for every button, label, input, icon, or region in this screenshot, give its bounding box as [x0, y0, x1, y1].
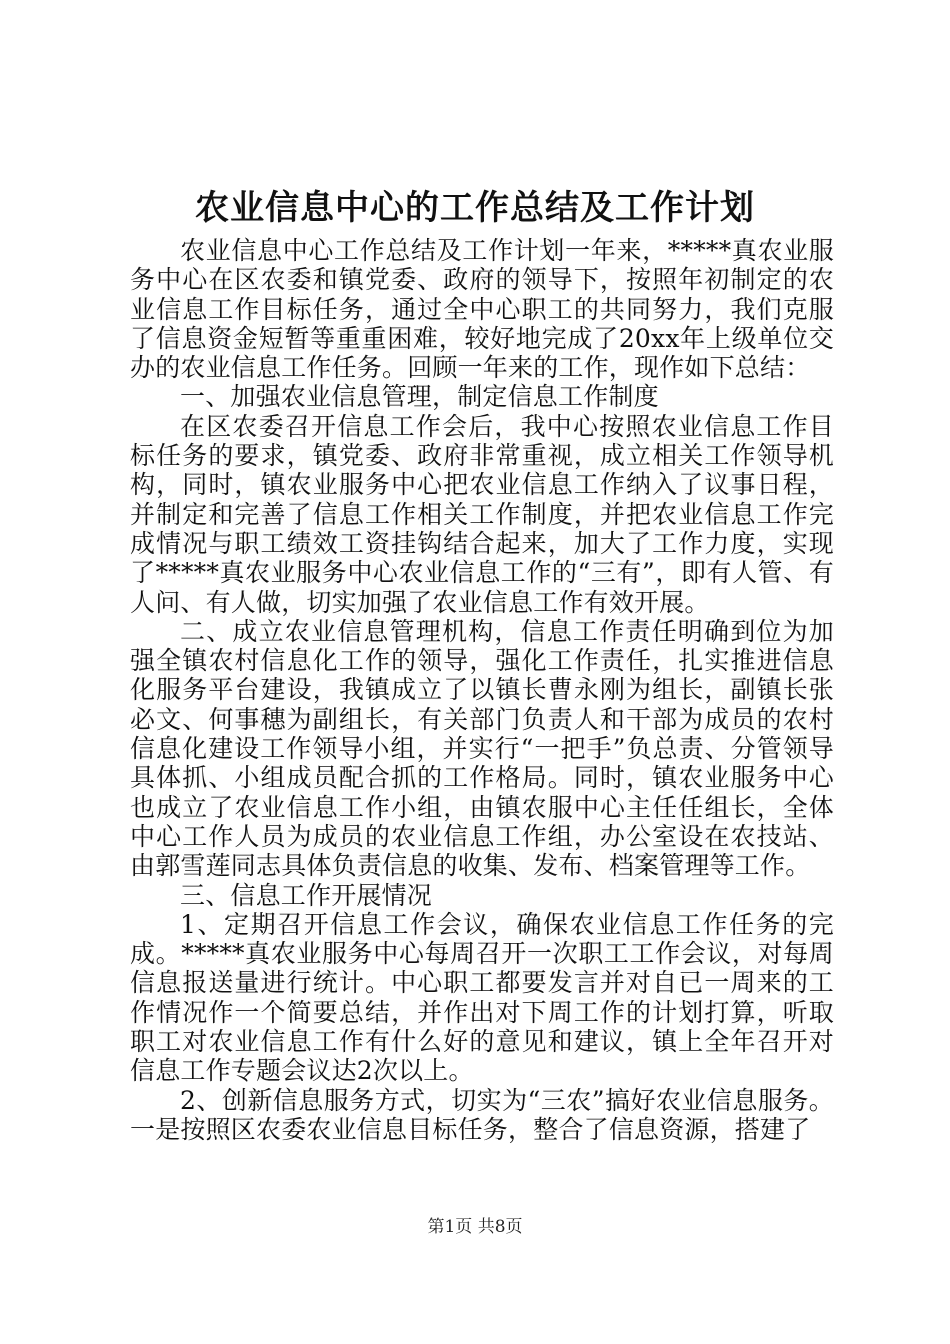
section-2-paragraph: 二、成立农业信息管理机构，信息工作责任明确到位为加强全镇农村信息化工作的领导，强化工作责任，扎实推进信息化服务平台建设，我镇成立了以镇长曹永刚为组长，副镇长张必文、何事穗为副组长，有关部门负责人和干部为成员的农村信息化建设工作领导小组，并实行“一把手”负总责、分管领导具体抓、小组成员配合抓的工作格局。同时，镇农业服务中心也成立了农业信息工作小组，由镇农服中心主任任组长，全体中心工作人员为成员的农业信息工作组，办公室设在农技站、由郭雪莲同志具体负责信息的收集、发布、档案管理等工作。: [130, 616, 834, 881]
document-body: [130, 236, 834, 1144]
page-number-footer: 第1页 共8页: [427, 1217, 523, 1237]
section-1-paragraph: 在区农委召开信息工作会后，我中心按照农业信息工作目标任务的要求，镇党委、政府非常重视，成立相关工作领导机构，同时，镇农业服务中心把农业信息工作纳入了议事日程，并制定和完善了信息工作相关工作制度，并把农业信息工作完成情况与职工绩效工资挂钩结合起来，加大了工作力度，实现了*****真农业服务中心农业信息工作的“三有”，即有人管、有人问、有人做，切实加强了农业信息工作有效开展。: [130, 411, 834, 617]
item-2-paragraph: 2、创新信息服务方式，切实为“三农”搞好农业信息服务。一是按照区农委农业信息目标任务，整合了信息资源，搭建了: [130, 1085, 834, 1144]
item-1-paragraph: 1、定期召开信息工作会议，确保农业信息工作任务的完成。*****真农业服务中心每周召开一次职工工作会议，对每周信息报送量进行统计。中心职工都要发言并对自已一周来的工作情况作一个简要总结，并作出对下周工作的计划打算，听取职工对农业信息工作有什么好的意见和建议，镇上全年召开对信息工作专题会议达2次以上。: [130, 909, 834, 1086]
intro-paragraph: 农业信息中心工作总结及工作计划一年来，*****真农业服务中心在区农委和镇党委、政府的领导下，按照年初制定的农业信息工作目标任务，通过全中心职工的共同努力，我们克服了信息资金短暂等重重困难，较好地完成了20xx年上级单位交办的农业信息工作任务。回顾一年来的工作，现作如下总结：: [130, 236, 834, 383]
section-heading-1: 一、加强农业信息管理，制定信息工作制度: [180, 382, 659, 412]
document-title: 农业信息中心的工作总结及工作计划: [195, 188, 755, 228]
section-heading-3: 三、信息工作开展情况: [180, 880, 433, 910]
